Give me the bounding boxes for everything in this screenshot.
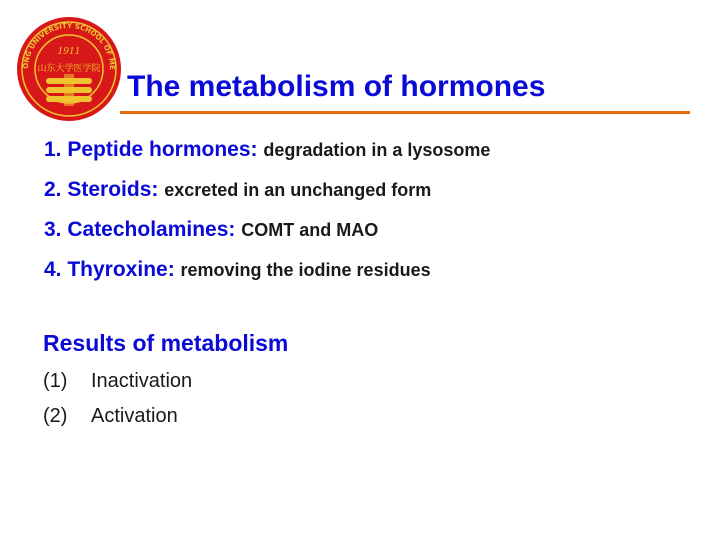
result-number: (2)	[43, 405, 68, 427]
item-description: excreted in an unchanged form	[164, 180, 432, 200]
item-heading: 4. Thyroxine:	[44, 258, 181, 281]
list-item	[44, 255, 490, 295]
result-item	[43, 403, 192, 438]
item-description: degradation in a lysosome	[263, 140, 491, 160]
svg-text:山东大学医学院: 山东大学医学院	[37, 64, 101, 74]
item-description: COMT and MAO	[241, 220, 379, 240]
item-heading: 1. Peptide hormones:	[44, 138, 264, 161]
title-underline	[120, 111, 690, 114]
result-text: Inactivation	[91, 370, 193, 392]
result-item	[43, 368, 192, 403]
results-list	[43, 368, 192, 438]
list-item	[44, 175, 490, 215]
item-heading: 3. Catecholamines:	[44, 218, 242, 241]
list-item	[44, 215, 490, 255]
item-description: removing the iodine residues	[180, 260, 431, 280]
slide-title: The metabolism of hormones	[127, 70, 546, 103]
university-seal-logo	[16, 16, 122, 122]
item-heading: 2. Steroids:	[44, 178, 165, 201]
list-item	[44, 135, 490, 175]
svg-text:SHANDONG UNIVERSITY SCHOOL OF: ONG UNIVERSITY SCHOOL OF ME	[21, 21, 117, 71]
result-text: Activation	[91, 405, 178, 427]
hormone-metabolism-list	[44, 135, 490, 295]
result-number: (1)	[43, 370, 68, 392]
results-heading: Results of metabolism	[43, 330, 289, 356]
svg-text:1911: 1911	[57, 47, 81, 57]
